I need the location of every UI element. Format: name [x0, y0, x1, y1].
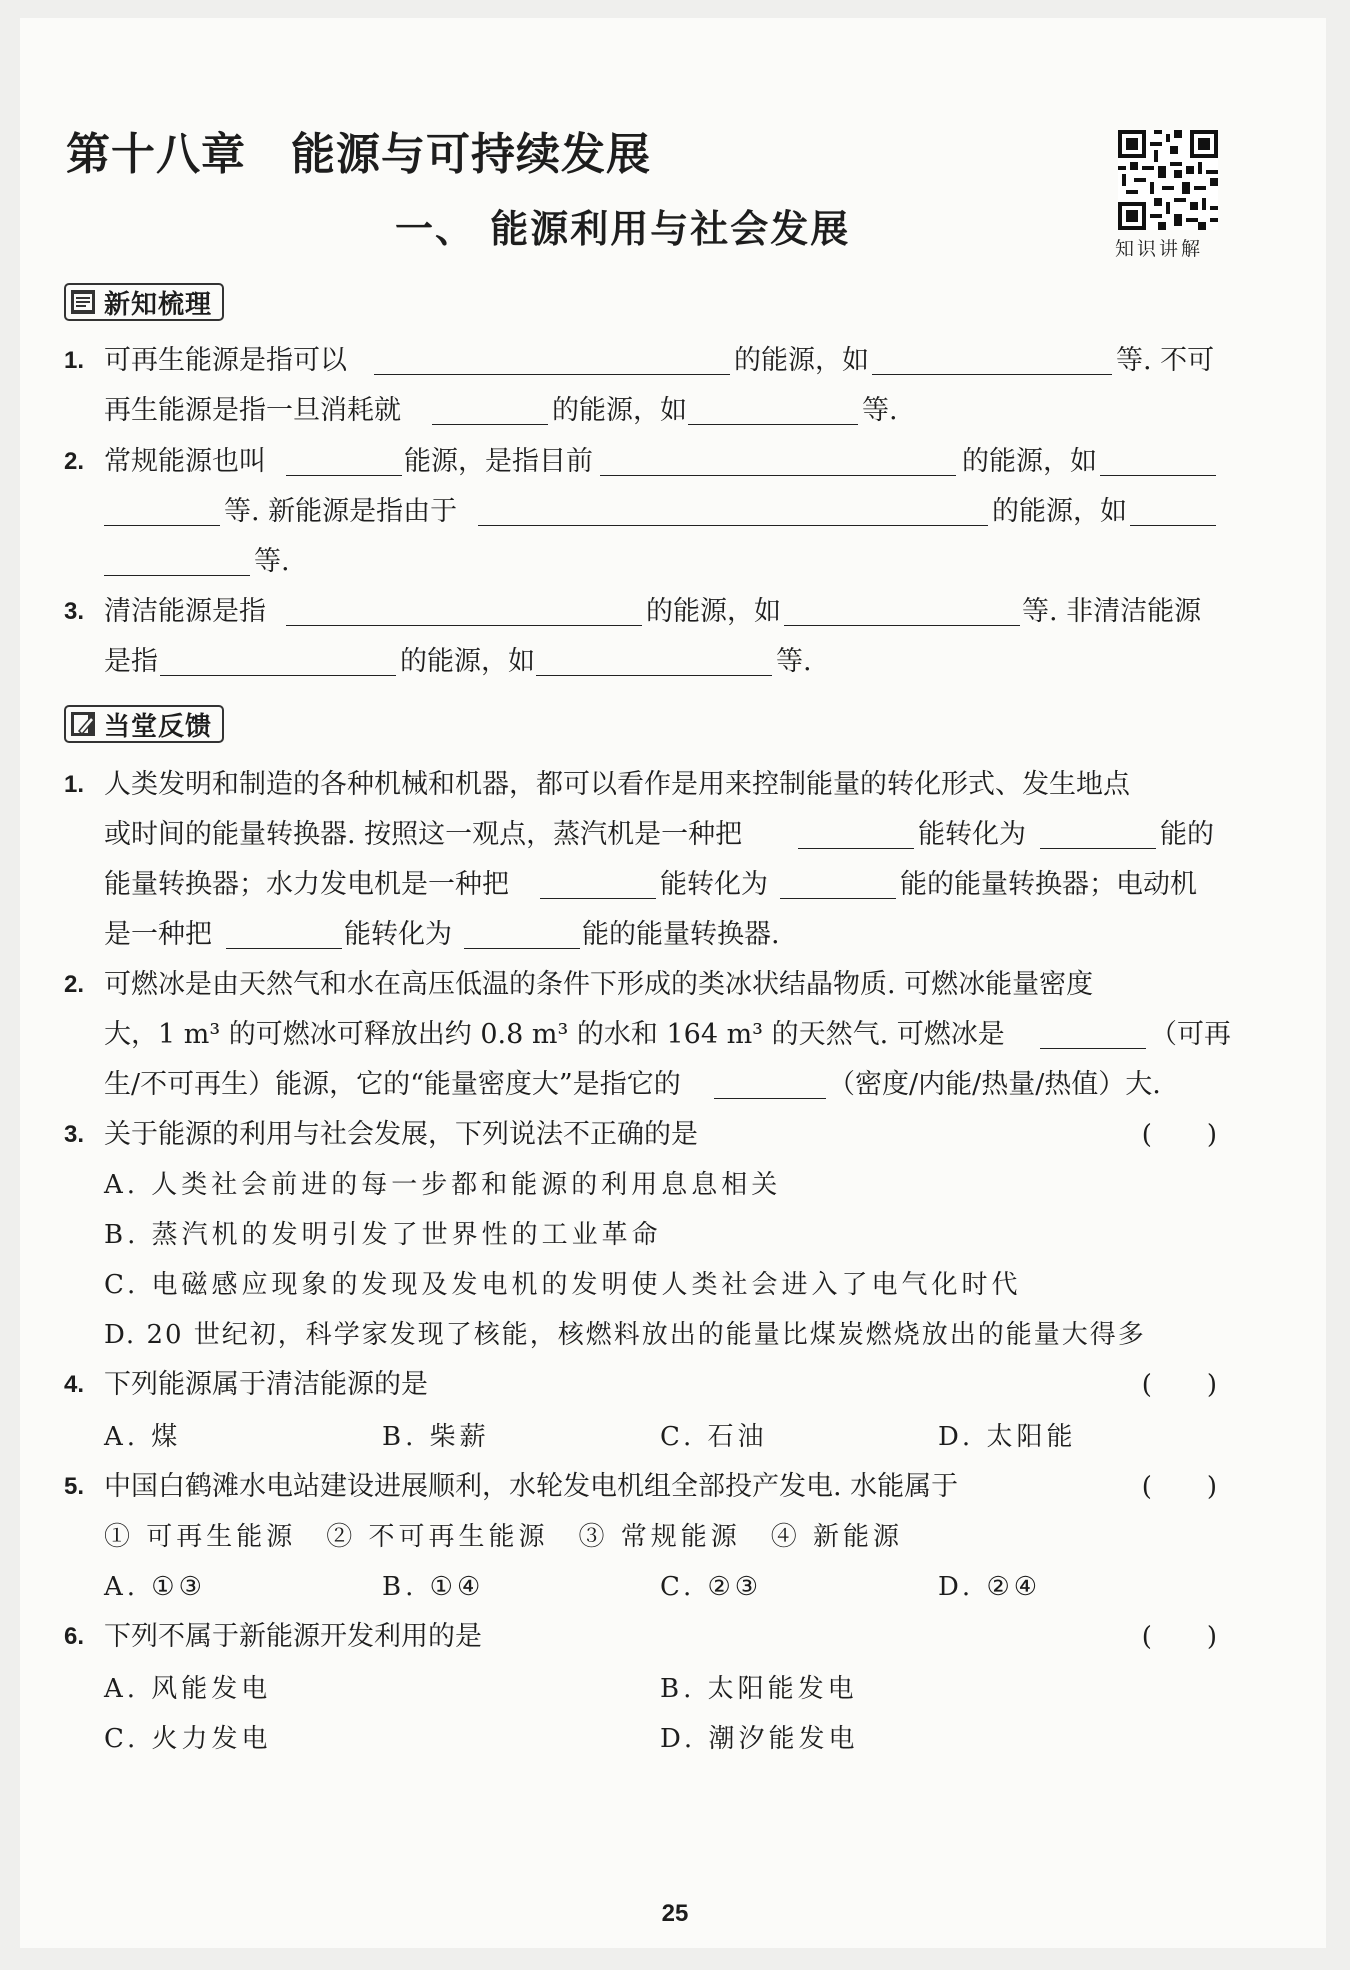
section-tag-review: [64, 283, 224, 321]
text: 等. 新能源是指由于: [224, 496, 458, 527]
feedback-q6-options-row2: [0, 1714, 1350, 1764]
option-b[interactable]: B. 太阳能发电: [660, 1674, 858, 1704]
text: 中国白鹤滩水电站建设进展顺利，水轮发电机组全部投产发电. 水能属于: [104, 1471, 959, 1502]
answer-blank[interactable]: [1100, 475, 1216, 476]
answer-parentheses[interactable]: ( ): [1141, 1370, 1218, 1400]
option-text: A. 人类社会前进的每一步都和能源的利用息息相关: [104, 1170, 782, 1200]
review-q3-line1: [0, 587, 1350, 637]
feedback-q5-options: [0, 1562, 1350, 1612]
answer-blank[interactable]: [478, 525, 988, 526]
feedback-q2-line1: [0, 960, 1350, 1010]
answer-blank[interactable]: [798, 848, 914, 849]
text: 是指: [104, 646, 158, 677]
answer-blank[interactable]: [104, 525, 220, 526]
question-number: 3.: [64, 1121, 85, 1148]
feedback-q3-stem: [0, 1110, 1350, 1160]
text: 下列不属于新能源开发利用的是: [104, 1621, 482, 1652]
text: 下列能源属于清洁能源的是: [104, 1369, 428, 1400]
option-d[interactable]: D. ②④: [938, 1572, 1042, 1602]
feedback-q4-options: [0, 1412, 1350, 1462]
qr-code[interactable]: [1118, 130, 1218, 230]
option-a[interactable]: A. ①③: [104, 1572, 206, 1602]
question-number: 1.: [64, 347, 85, 374]
answer-blank[interactable]: [464, 948, 580, 949]
feedback-q2-line3: [0, 1060, 1350, 1110]
option-text: B. 蒸汽机的发明引发了世界性的工业革命: [104, 1220, 662, 1250]
review-q1-line1: [0, 336, 1350, 386]
section-tag-feedback: [64, 705, 224, 743]
review-q3-line2: [0, 637, 1350, 687]
option-c[interactable]: C. ②③: [660, 1572, 763, 1602]
question-number: 1.: [64, 771, 85, 798]
text: 等.: [862, 395, 898, 426]
answer-blank[interactable]: [1130, 525, 1216, 526]
text: （可再: [1150, 1019, 1231, 1050]
text: 能转化为: [344, 919, 452, 950]
text: 关于能源的利用与社会发展，下列说法不正确的是: [104, 1119, 698, 1150]
feedback-q5-items: [0, 1512, 1350, 1562]
feedback-q1-line3: [0, 860, 1350, 910]
text: 等. 不可: [1116, 345, 1215, 376]
answer-blank[interactable]: [160, 675, 396, 676]
text: 能量转换器；水力发电机是一种把: [104, 869, 509, 900]
text: 等.: [776, 646, 812, 677]
pencil-note-icon: [70, 711, 96, 737]
text: 的能源，如: [962, 446, 1097, 477]
feedback-q3-option-c[interactable]: [0, 1260, 1350, 1310]
feedback-q1-line4: [0, 910, 1350, 960]
feedback-q4-stem: [0, 1360, 1350, 1410]
text: 能的能量转换器；电动机: [900, 869, 1197, 900]
option-b[interactable]: B. 柴薪: [382, 1422, 490, 1452]
feedback-q2-line2: [0, 1010, 1350, 1060]
chapter-title: 第十八章 能源与可持续发展: [66, 129, 651, 180]
section-tag-label: 新知梳理: [104, 289, 213, 320]
feedback-q6-options-row1: [0, 1664, 1350, 1714]
answer-blank[interactable]: [286, 475, 402, 476]
text: 的能源，如: [400, 646, 535, 677]
text: 等. 非清洁能源: [1022, 596, 1202, 627]
answer-blank[interactable]: [226, 948, 342, 949]
statement-list: ① 可再生能源 ② 不可再生能源 ③ 常规能源 ④ 新能源: [104, 1522, 904, 1552]
question-number: 5.: [64, 1473, 85, 1500]
text: 能的能量转换器.: [582, 919, 780, 950]
answer-blank[interactable]: [374, 374, 730, 375]
text: 能源，是指目前: [404, 446, 593, 477]
feedback-q1-line2: [0, 810, 1350, 860]
answer-blank[interactable]: [1040, 1048, 1146, 1049]
feedback-q3-option-a[interactable]: [0, 1160, 1350, 1210]
text: 或时间的能量转换器. 按照这一观点，蒸汽机是一种把: [104, 819, 743, 850]
text: 人类发明和制造的各种机械和机器，都可以看作是用来控制能量的转化形式、发生地点: [104, 769, 1130, 800]
text: 能的: [1160, 819, 1214, 850]
review-q2-line3: [0, 537, 1350, 587]
option-a[interactable]: A. 风能发电: [104, 1674, 272, 1704]
text: 的能源，如: [646, 596, 781, 627]
answer-blank[interactable]: [432, 424, 548, 425]
text: 常规能源也叫: [104, 446, 266, 477]
text: 的能源，如: [992, 496, 1127, 527]
answer-blank[interactable]: [536, 675, 772, 676]
question-number: 3.: [64, 598, 85, 625]
text: 的能源，如: [552, 395, 687, 426]
answer-blank[interactable]: [714, 1098, 826, 1099]
text: 能转化为: [660, 869, 768, 900]
question-number: 2.: [64, 448, 85, 475]
feedback-q6-stem: [0, 1612, 1350, 1662]
feedback-q1-line1: [0, 760, 1350, 810]
text: 是一种把: [104, 919, 212, 950]
answer-blank[interactable]: [286, 625, 642, 626]
question-number: 2.: [64, 971, 85, 998]
answer-blank[interactable]: [872, 374, 1112, 375]
qr-label: 知识讲解: [1115, 238, 1204, 260]
option-c[interactable]: C. 石油: [660, 1422, 768, 1452]
text: 再生能源是指一旦消耗就: [104, 395, 401, 426]
answer-parentheses[interactable]: ( ): [1141, 1622, 1218, 1652]
review-q1-line2: [0, 386, 1350, 436]
text: 可再生能源是指可以: [104, 345, 347, 376]
answer-blank[interactable]: [104, 575, 250, 576]
option-a[interactable]: A. 煤: [104, 1422, 182, 1452]
section-title: 一、 能源利用与社会发展: [395, 207, 851, 251]
page-number: 25: [661, 1900, 689, 1927]
feedback-q3-option-b[interactable]: [0, 1210, 1350, 1260]
text: 清洁能源是指: [104, 596, 266, 627]
answer-parentheses[interactable]: ( ): [1141, 1120, 1218, 1150]
answer-blank[interactable]: [780, 898, 896, 899]
text: 可燃冰是由天然气和水在高压低温的条件下形成的类冰状结晶物质. 可燃冰能量密度: [104, 969, 1094, 1000]
option-d[interactable]: D. 潮汐能发电: [660, 1724, 859, 1754]
option-text: C. 电磁感应现象的发现及发电机的发明使人类社会进入了电气化时代: [104, 1270, 1022, 1300]
text: 能转化为: [918, 819, 1026, 850]
section-tag-label: 当堂反馈: [104, 711, 213, 742]
question-number: 4.: [64, 1371, 85, 1398]
option-d[interactable]: D. 太阳能: [938, 1422, 1077, 1452]
review-q2-line2: [0, 487, 1350, 537]
answer-parentheses[interactable]: ( ): [1141, 1472, 1218, 1502]
feedback-q5-stem: [0, 1462, 1350, 1512]
text: 生/不可再生）能源，它的“能量密度大”是指它的: [104, 1069, 681, 1100]
review-q2-line1: [0, 437, 1350, 487]
option-text: D. 20 世纪初，科学家发现了核能，核燃料放出的能量比煤炭燃烧放出的能量大得多: [104, 1320, 1146, 1350]
answer-blank[interactable]: [540, 898, 656, 899]
feedback-q3-option-d[interactable]: [0, 1310, 1350, 1360]
question-number: 6.: [64, 1623, 85, 1650]
answer-blank[interactable]: [784, 625, 1020, 626]
text: 等.: [254, 546, 290, 577]
answer-blank[interactable]: [600, 475, 956, 476]
text: （密度/内能/热量/热值）大.: [828, 1069, 1161, 1100]
book-icon: [70, 289, 96, 315]
answer-blank[interactable]: [1040, 848, 1156, 849]
option-b[interactable]: B. ①④: [382, 1572, 485, 1602]
text: 的能源，如: [734, 345, 869, 376]
option-c[interactable]: C. 火力发电: [104, 1724, 272, 1754]
text: 大，1 m³ 的可燃冰可释放出约 0.8 m³ 的水和 164 m³ 的天然气. 可燃冰是: [104, 1019, 1005, 1050]
answer-blank[interactable]: [688, 424, 858, 425]
